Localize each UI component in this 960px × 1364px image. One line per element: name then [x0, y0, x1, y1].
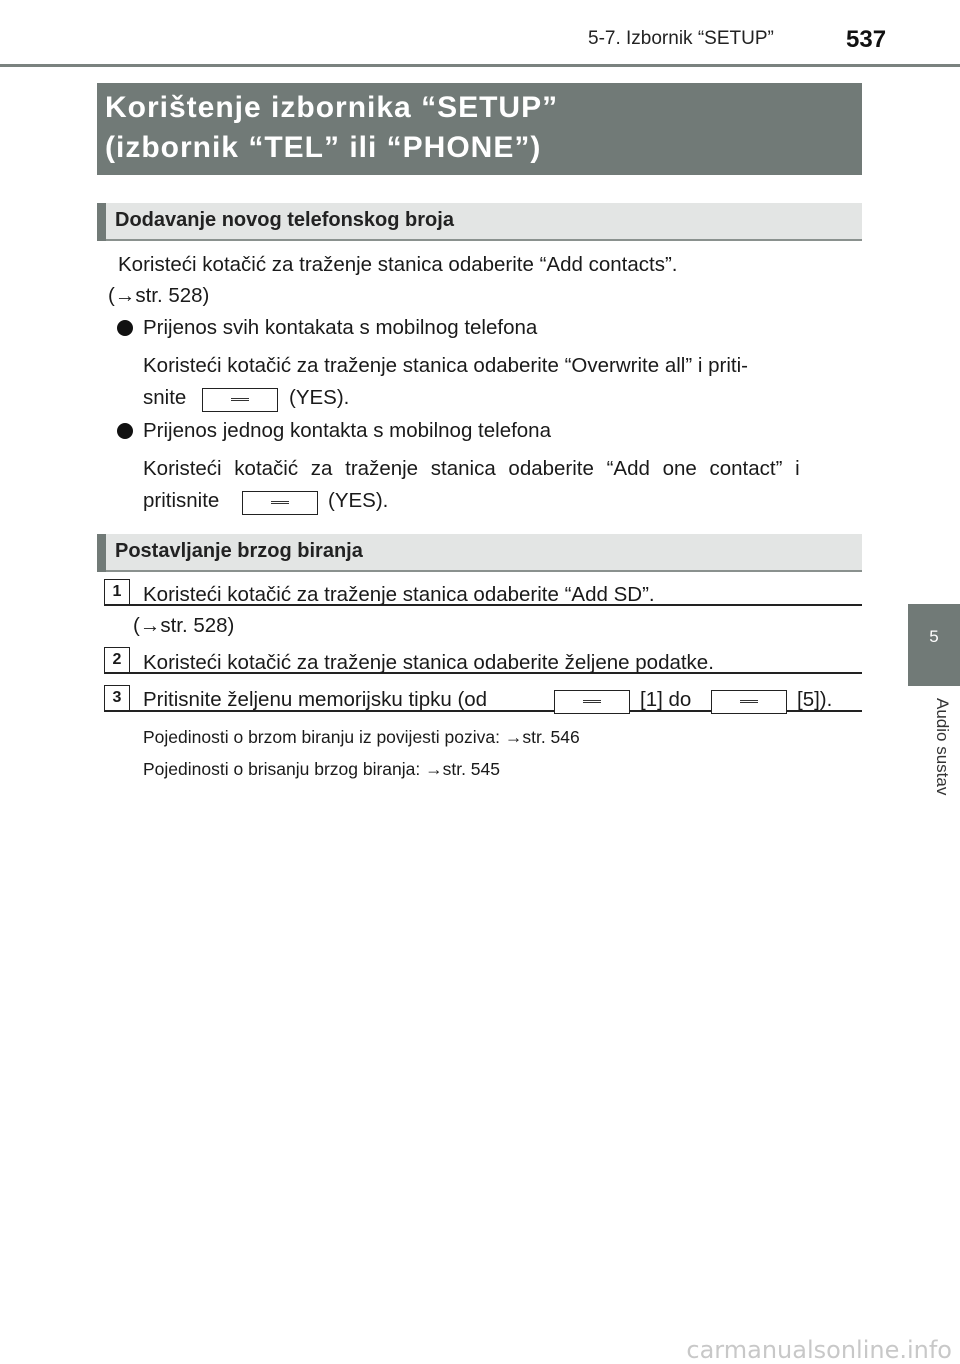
chapter-label: Audio sustav — [933, 698, 952, 796]
step3-text-post: [5]). — [797, 688, 833, 711]
key-dash-icon — [740, 700, 758, 703]
bullet1-text-post: (YES). — [289, 386, 350, 409]
step3-text-mid: [1] do — [640, 688, 692, 711]
yes-key-button — [242, 491, 318, 515]
key-dash-icon — [231, 398, 249, 401]
bullet2-text-post: (YES). — [328, 489, 389, 512]
footer — [0, 1334, 960, 1364]
title-line-1: Korištenje izbornika “SETUP” — [105, 91, 559, 124]
subheading-bar — [97, 203, 106, 241]
key-dash-icon — [271, 501, 289, 504]
bullet1-title: Prijenos svih kontakata s mobilnog telefona — [143, 316, 538, 339]
page-number: 537 — [846, 26, 887, 53]
bullet-dot — [117, 423, 133, 439]
watermark: carmanualsonline.info — [686, 1336, 952, 1364]
note-delete-speed-dial: Pojedinosti o brisanju brzog biranja: →str. 545 — [143, 759, 501, 779]
subheading-text: Dodavanje novog telefonskog broja — [115, 209, 454, 231]
bullet1-text-line1: Koristeći kotačić za traženje stanica odaberite “Overwrite all” i priti- — [143, 354, 748, 377]
chapter-number: 5 — [929, 627, 939, 646]
step1-line1: Koristeći kotačić za traženje stanica odaberite “Add SD”. — [143, 583, 655, 606]
preset-key-button — [711, 690, 787, 714]
subheading-speed-dial — [97, 534, 862, 572]
yes-key-button — [202, 388, 278, 412]
chapter-tab — [908, 604, 960, 686]
preset-key-button — [554, 690, 630, 714]
step1-line2: (→str. 528) — [133, 614, 235, 637]
chapter-label-container — [908, 690, 960, 830]
step2-line1: Koristeći kotačić za traženje stanica odaberite željene podatke. — [143, 651, 714, 674]
bullet2-title: Prijenos jednog kontakta s mobilnog telefona — [143, 419, 551, 442]
subheading-text: Postavljanje brzog biranja — [115, 540, 363, 562]
step-number-1: 1 — [104, 579, 130, 605]
step-number-3: 3 — [104, 685, 130, 711]
subheading-bar — [97, 534, 106, 572]
key-dash-icon — [583, 700, 601, 703]
bullet2-text-line1: Koristeći kotačić za traženje stanica odaberite “Add one contact” i — [143, 457, 800, 480]
bullet2-text-pre: pritisnite — [143, 489, 220, 512]
bullet1-text-pre: snite — [143, 386, 187, 409]
step-number-2: 2 — [104, 647, 130, 673]
step3-text-pre: Pritisnite željenu memorijsku tipku (od — [143, 688, 488, 711]
intro-line-1: Koristeći kotačić za traženje stanica odaberite “Add contacts”. — [118, 253, 678, 276]
header-rule — [0, 64, 960, 67]
running-header: 5-7. Izbornik “SETUP” — [588, 28, 774, 49]
title-line-2: (izbornik “TEL” ili “PHONE”) — [105, 131, 542, 164]
section-title-box — [97, 83, 862, 175]
intro-line-2: (→str. 528) — [108, 284, 210, 307]
bullet-dot — [117, 320, 133, 336]
note-speed-dial-history: Pojedinosti o brzom biranju iz povijesti poziva: →str. 546 — [143, 727, 580, 747]
subheading-add-number — [97, 203, 862, 241]
